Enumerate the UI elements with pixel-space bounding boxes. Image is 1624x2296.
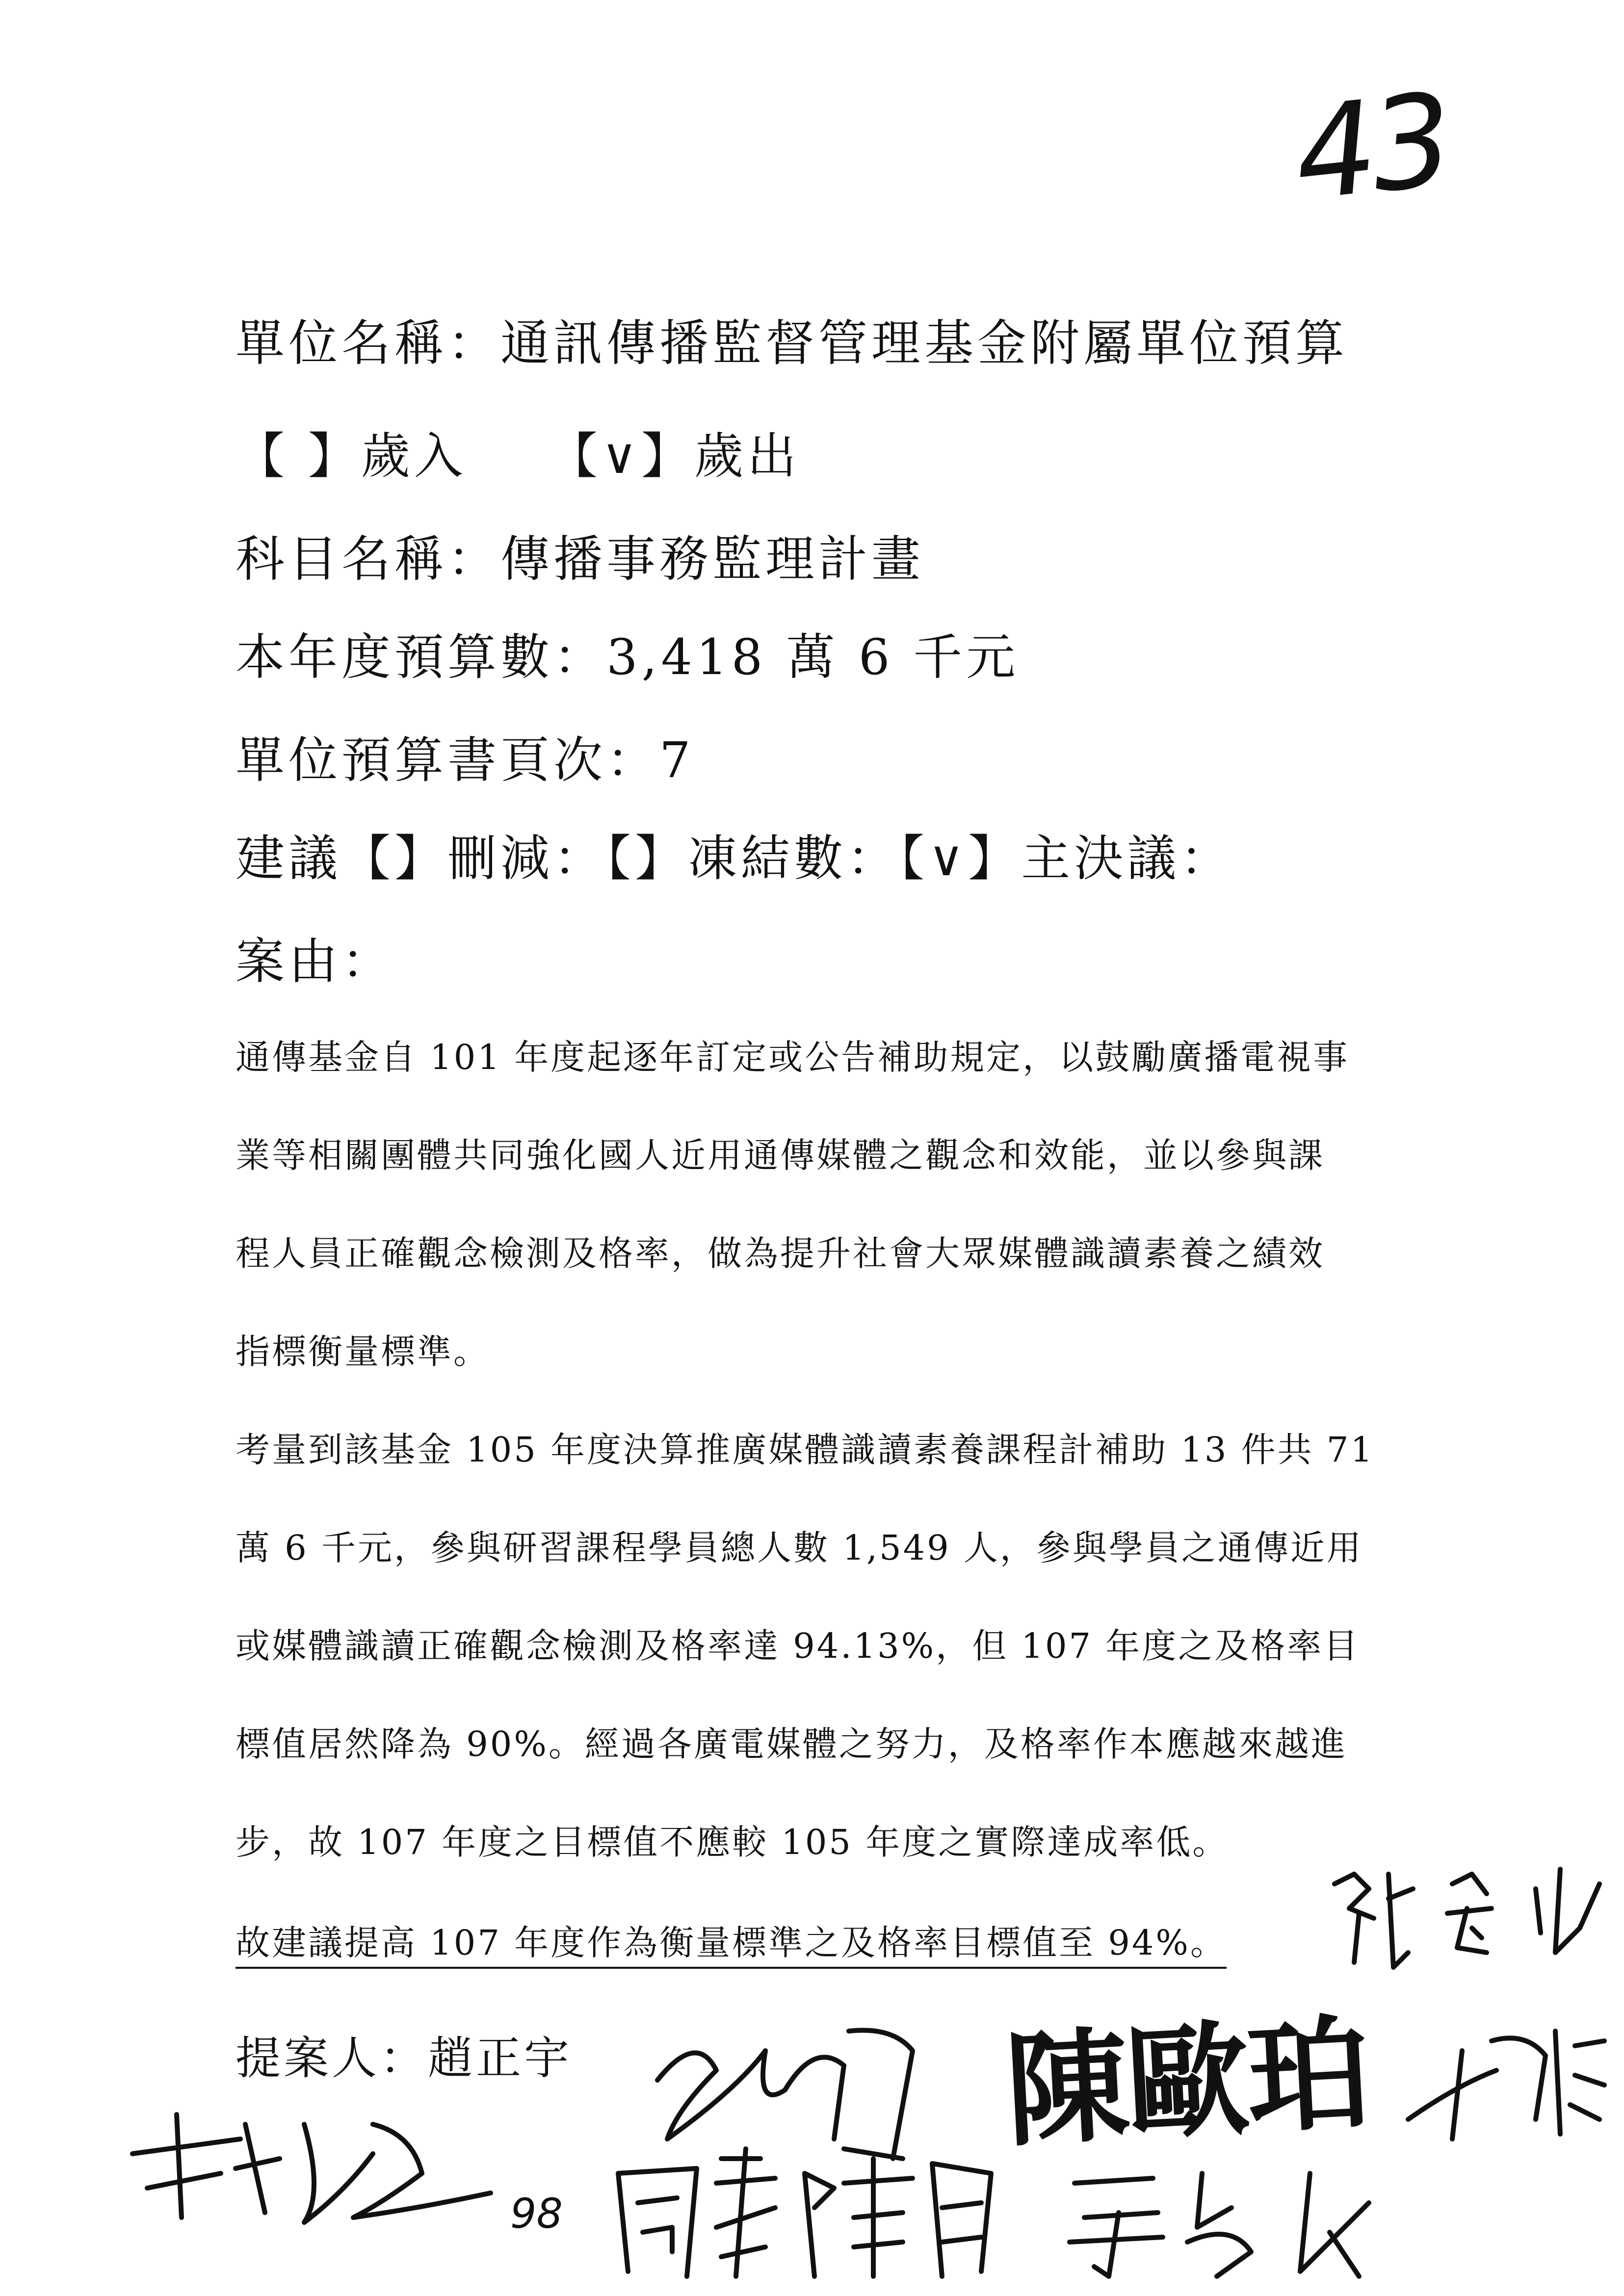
paragraph-line: 萬 6 千元，參與研習課程學員總人數 1,549 人，參與學員之通傳近用 [236,1528,1363,1568]
signature-top-right [1325,1854,1619,2011]
paragraph-line: 通傳基金自 101 年度起逐年訂定或公告補助規定，以鼓勵廣播電視事 [236,1037,1350,1077]
paragraph-line: 標值居然降為 90%。經過各廣電媒體之努力，及格率作本應越來越進 [236,1724,1347,1764]
category-field: 【 】歲入 【∨】歲出 [236,427,800,485]
signature-number-note: 98 [510,2190,563,2238]
reason-label: 案由： [236,933,394,990]
recommendation-field: 建議【】刪減：【】凍結數：【∨】主決議： [236,830,1233,887]
signature-bottom-right [1055,2154,1545,2291]
paragraph-line: 指標衡量標準。 [236,1331,490,1372]
proposer-line: 提案人：趙正宇 [236,2032,573,2085]
signature-left [118,2095,510,2252]
paragraph-line: 考量到該基金 105 年度決算推廣媒體識讀素養課程計補助 13 件共 71 [236,1430,1375,1470]
signature-bold-name: 陳歐珀 [1002,2001,1372,2164]
unit-name-field: 單位名稱：通訊傳播監督管理基金附屬單位預算 [236,314,1348,372]
paragraph-line: 程人員正確觀念檢測及格率，做為提升社會大眾媒體識讀素養之績效 [236,1233,1325,1274]
page-number: 43 [1288,66,1455,230]
paragraph-line: 業等相關團體共同強化國人近用通傳媒體之觀念和效能，並以參與課 [236,1135,1325,1175]
conclusion-underlined: 故建議提高 107 年度作為衡量標準之及格率目標值至 94%。 [236,1926,1227,1969]
paragraph-line: 或媒體識讀正確觀念檢測及格率達 94.13%，但 107 年度之及格率目 [236,1626,1360,1666]
signature-right-edge [1398,2011,1614,2168]
signature-bottom-center [599,2129,1040,2286]
subject-name-field: 科目名稱：傳播事務監理計畫 [236,530,924,588]
budget-book-page-field: 單位預算書頁次：7 [236,731,695,789]
paragraph-line: 步，故 107 年度之目標值不應較 105 年度之實際達成率低。 [236,1822,1229,1862]
budget-amount-field: 本年度預算數：3,418 萬 6 千元 [236,628,1020,686]
